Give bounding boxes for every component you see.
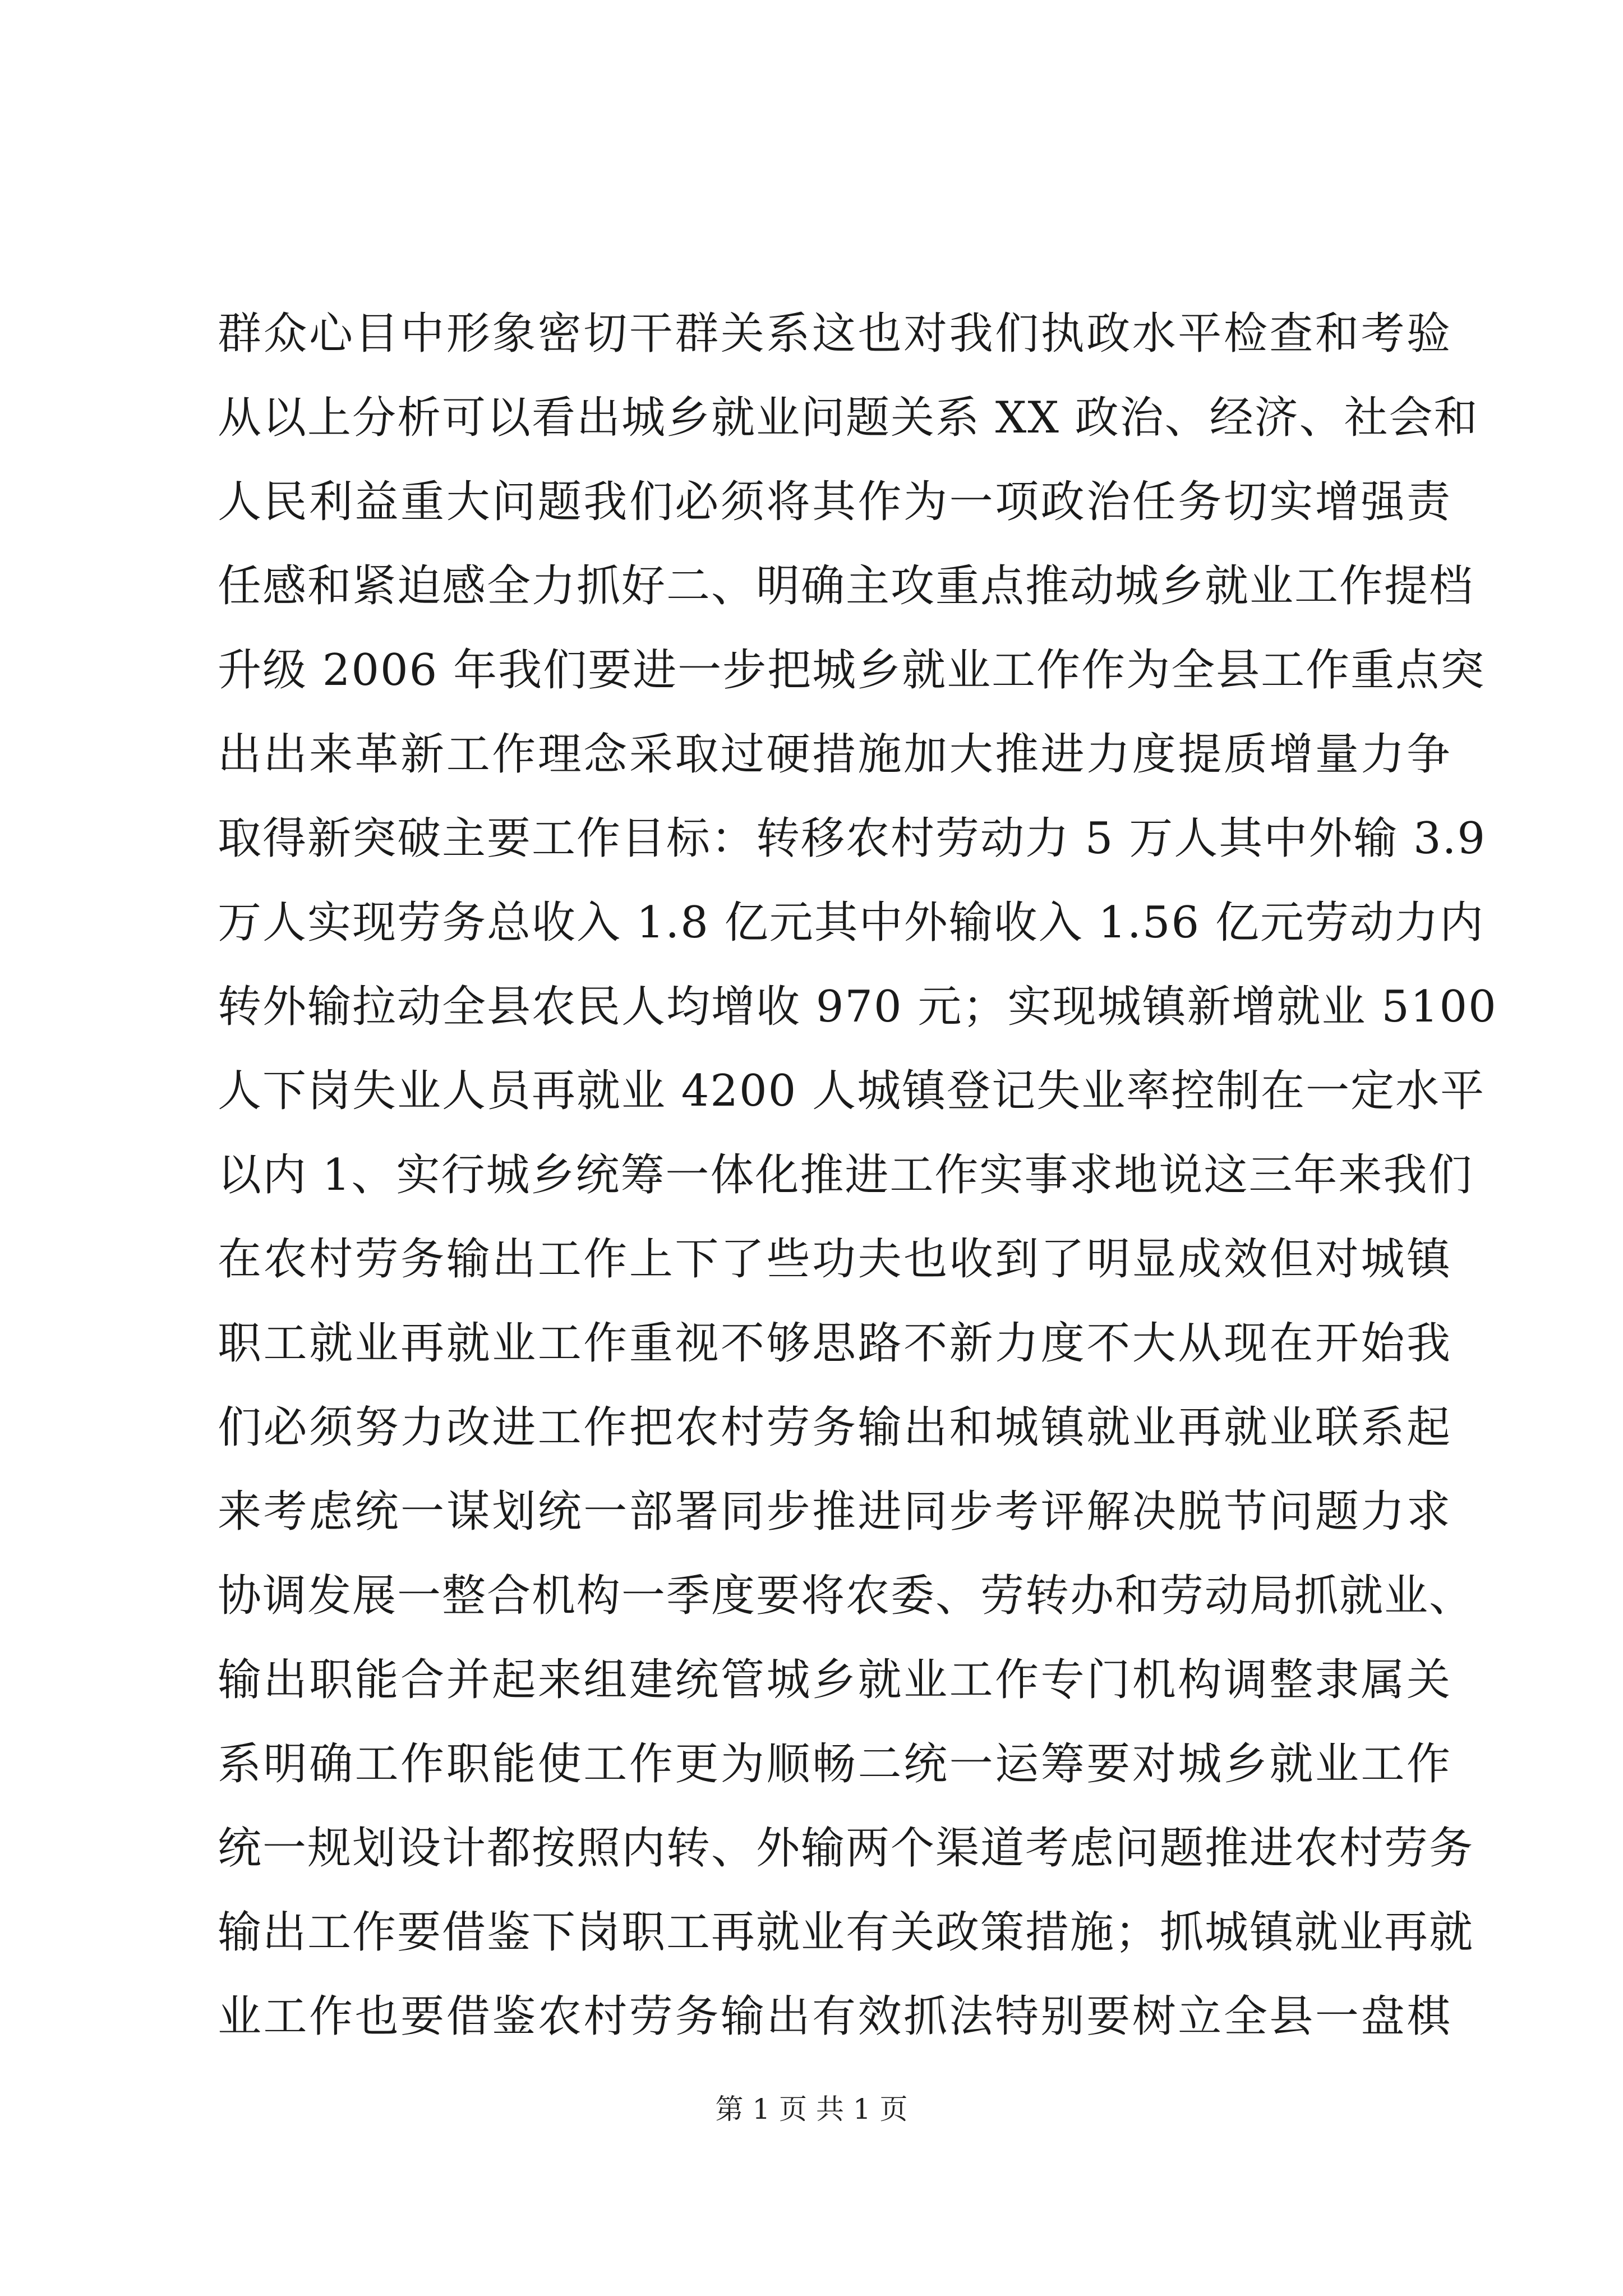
body-text <box>218 292 1497 2059</box>
text-line: 职工就业再就业工作重视不够思路不新力度不大从现在开始我 <box>218 1318 1451 1369</box>
text-line: 升级 2006 年我们要进一步把城乡就业工作作为全县工作重点突 <box>218 645 1486 696</box>
text-line: 群众心目中形象密切干群关系这也对我们执政水平检查和考验 <box>218 309 1451 359</box>
text-line: 转外输拉动全县农民人均增收 970 元；实现城镇新增就业 5100 <box>218 982 1497 1032</box>
text-line: 业工作也要借鉴农村劳务输出有效抓法特别要树立全县一盘棋 <box>218 1991 1451 2042</box>
text-line: 万人实现劳务总收入 1.8 亿元其中外输收入 1.56 亿元劳动力内 <box>218 898 1484 948</box>
page-footer <box>0 2087 1623 2132</box>
text-line: 以内 1、实行城乡统筹一体化推进工作实事求地说这三年来我们 <box>218 1150 1473 1200</box>
text-line: 来考虑统一谋划统一部署同步推进同步考评解决脱节问题力求 <box>218 1487 1451 1537</box>
text-line: 统一规划设计都按照内转、外输两个渠道考虑问题推进农村劳务 <box>218 1823 1474 1874</box>
text-line: 出出来革新工作理念采取过硬措施加大推进力度提质增量力争 <box>218 729 1451 780</box>
text-line: 人下岗失业人员再就业 4200 人城镇登记失业率控制在一定水平 <box>218 1066 1486 1116</box>
text-line: 任感和紧迫感全力抓好二、明确主攻重点推动城乡就业工作提档 <box>218 561 1474 611</box>
text-line: 从以上分析可以看出城乡就业问题关系 XX 政治、经济、社会和 <box>218 393 1479 443</box>
text-line: 们必须努力改进工作把农村劳务输出和城镇就业再就业联系起 <box>218 1402 1451 1453</box>
text-line: 协调发展一整合机构一季度要将农委、劳转办和劳动局抓就业、 <box>218 1571 1474 1621</box>
text-line: 人民利益重大问题我们必须将其作为一项政治任务切实增强责 <box>218 477 1451 527</box>
text-line: 输出职能合并起来组建统管城乡就业工作专门机构调整隶属关 <box>218 1655 1451 1705</box>
page-number: 第 1 页 共 1 页 <box>715 2093 908 2125</box>
text-line: 输出工作要借鉴下岗职工再就业有关政策措施；抓城镇就业再就 <box>218 1907 1474 1958</box>
text-line: 取得新突破主要工作目标：转移农村劳动力 5 万人其中外输 3.9 <box>218 813 1487 864</box>
text-line: 在农村劳务输出工作上下了些功夫也收到了明显成效但对城镇 <box>218 1234 1451 1285</box>
text-line: 系明确工作职能使工作更为顺畅二统一运筹要对城乡就业工作 <box>218 1739 1451 1789</box>
